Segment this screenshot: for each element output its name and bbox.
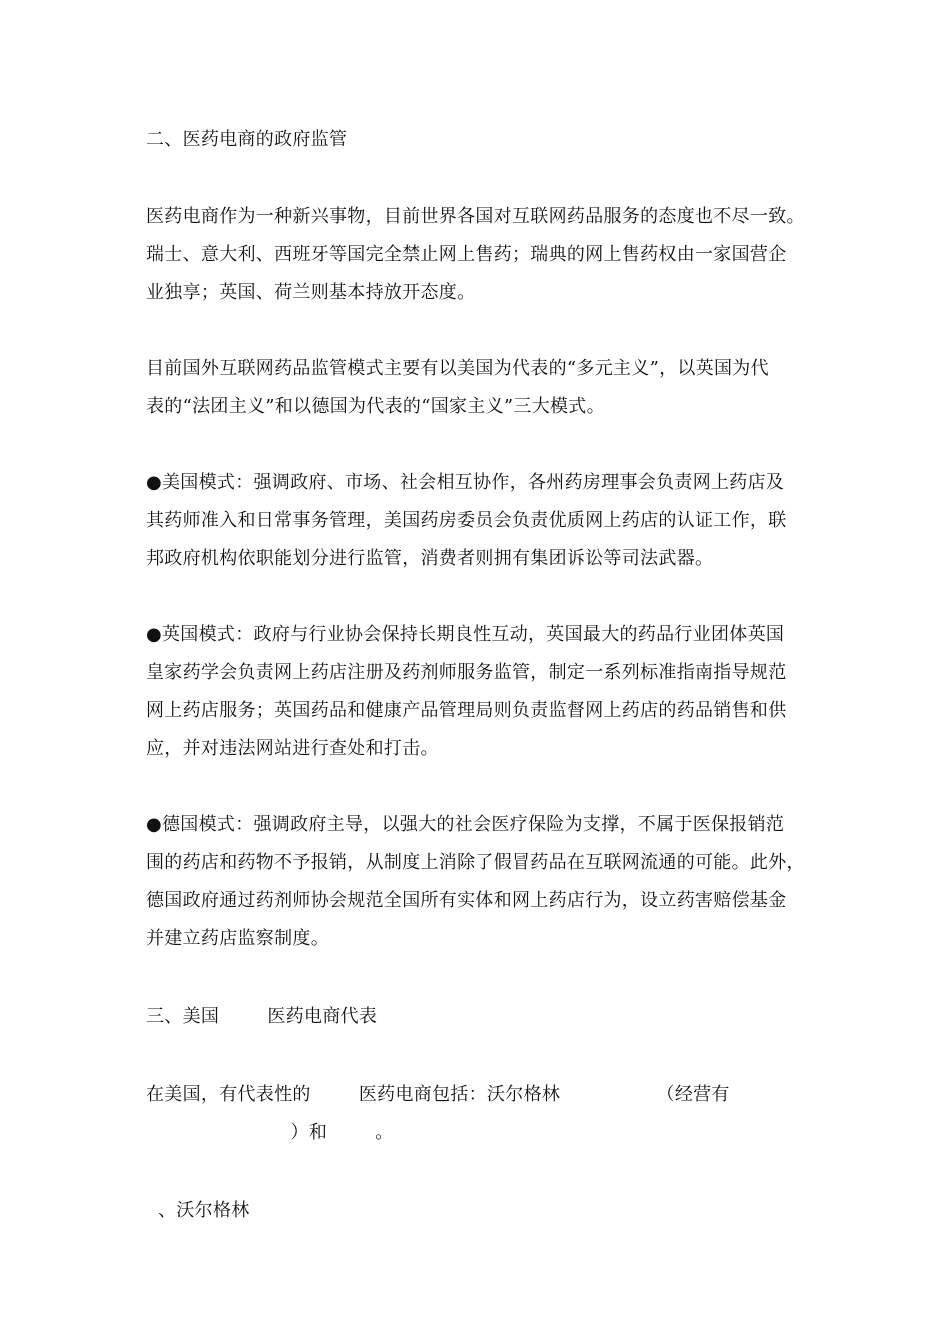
paragraph-line: 皇家药学会负责网上药店注册及药剂师服务监管，制定一系列标准指南指导规范 [146,662,787,683]
paragraph-line: ●美国模式：强调政府、市场、社会相互协作，各州药房理事会负责网上药店及 [146,472,785,493]
paragraph-line: 瑞士、意大利、西班牙等国完全禁止网上售药；瑞典的网上售药权由一家国营企 [146,244,787,265]
paragraph-line: 在美国，有代表性的 医药电商包括：沃尔格林 （经营有 [146,1084,730,1105]
section-heading-government-regulation: 二、医药电商的政府监管 [146,129,348,150]
paragraph-line: 围的药店和药物不予报销，从制度上消除了假冒药品在互联网流通的可能。此外， [146,852,805,873]
paragraph-line: ）和 。 [146,1122,394,1143]
paragraph-line: ●德国模式：强调政府主导，以强大的社会医疗保险为支撑，不属于医保报销范 [146,814,785,835]
paragraph-line: 目前国外互联网药品监管模式主要有以美国为代表的“多元主义”，以英国为代 [146,358,769,379]
paragraph-line: 表的“法团主义”和以德国为代表的“国家主义”三大模式。 [146,396,605,417]
paragraph-line: 并建立药店监察制度。 [146,928,329,949]
paragraph-line: 应，并对违法网站进行查处和打击。 [146,738,439,759]
paragraph-line: 其药师准入和日常事务管理，美国药房委员会负责优质网上药店的认证工作，联 [146,510,787,531]
paragraph-line: 医药电商作为一种新兴事物，目前世界各国对互联网药品服务的态度也不尽一致。 [146,206,805,227]
subheading-walgreens: 、沃尔格林 [146,1200,250,1221]
paragraph-line: 业独享；英国、荷兰则基本持放开态度。 [146,282,476,303]
paragraph-line: ●英国模式：政府与行业协会保持长期良性互动，英国最大的药品行业团体英国 [146,624,785,645]
paragraph-line: 邦政府机构依职能划分进行监管，消费者则拥有集团诉讼等司法武器。 [146,548,714,569]
section-heading-us-representatives: 三、美国 医药电商代表 [146,1006,378,1027]
paragraph-line: 德国政府通过药剂师协会规范全国所有实体和网上药店行为，设立药害赔偿基金 [146,890,787,911]
paragraph-line: 网上药店服务；英国药品和健康产品管理局则负责监督网上药店的药品销售和供 [146,700,787,721]
